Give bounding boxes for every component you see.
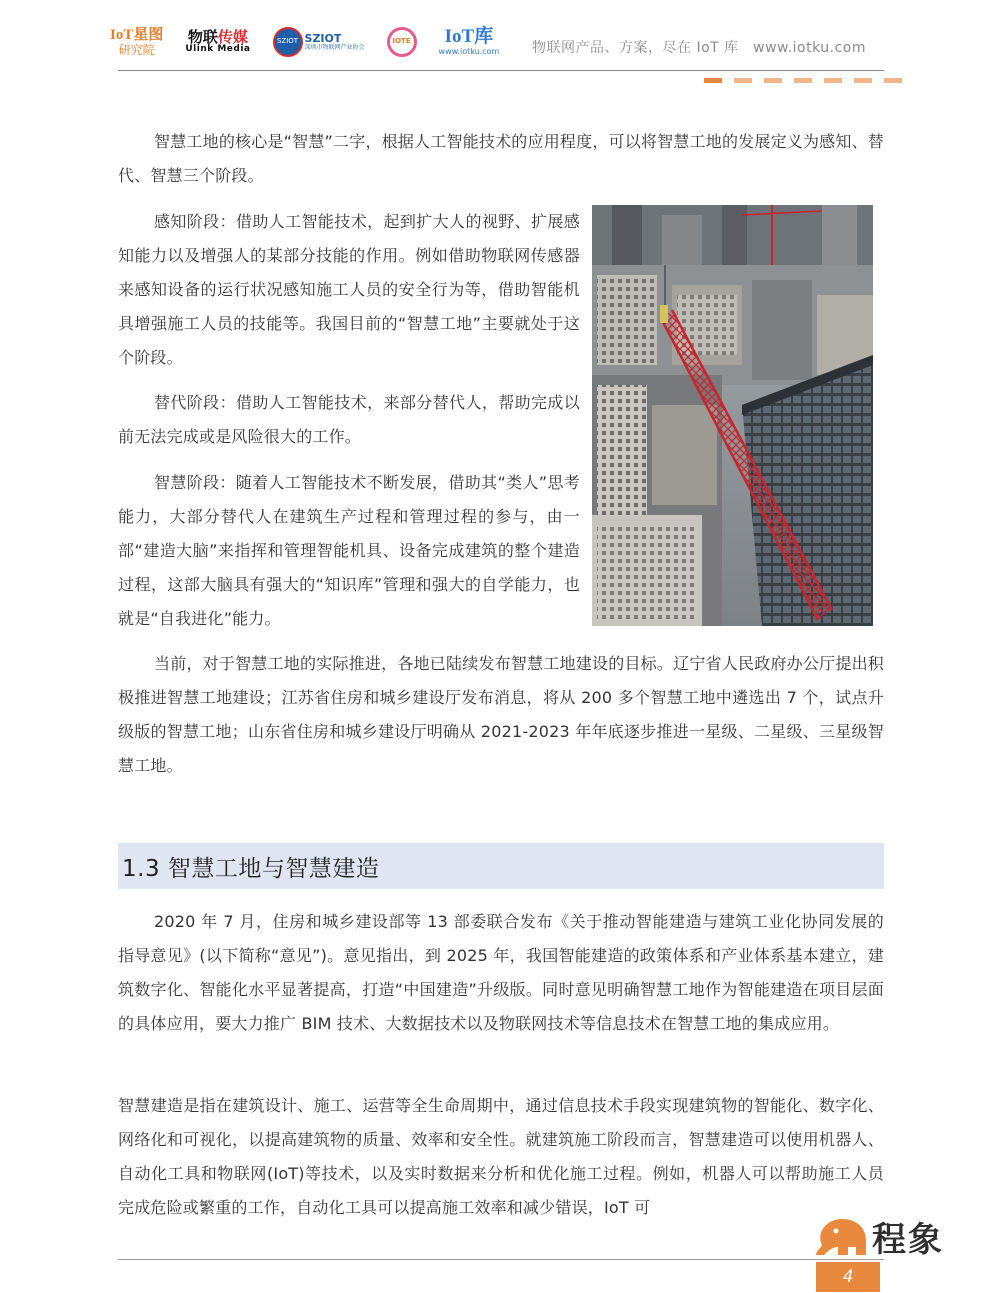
footer-divider [118, 1259, 884, 1260]
paragraph-definition: 智慧建造是指在建筑设计、施工、运营等全生命周期中，通过信息技术手段实现建筑物的智能化、数字化、网络化和可视化，以提高建筑物的质量、效率和安全性。就建筑施工阶段而言，智慧建造可以使用机器人、自动化工具和物联网(IoT)等技术，以及实时数据来分析和优化施工过程。例如，机器人可以帮助施工人员完成危险或繁重的工作，自动化工具可以提高施工效率和减少错误，IoT 可 [118, 1096, 884, 1217]
logo-ulink-media-name [188, 29, 248, 46]
header-divider [118, 70, 884, 71]
crane-cityscape-illustration [592, 205, 873, 626]
logo-iotku [439, 27, 500, 57]
dash-4 [794, 78, 812, 83]
logo-iote [387, 27, 417, 57]
logo-sziot-badge: SZIOT [273, 27, 303, 57]
chengxiang-watermark [812, 1212, 944, 1261]
dash-7 [884, 78, 902, 83]
logo-sziot-sub: 深圳市物联网产业协会 [304, 43, 365, 51]
logo-sziot-text [305, 33, 365, 52]
page-number: 4 [842, 1267, 854, 1287]
page-header [0, 0, 1000, 100]
logo-sziot [273, 27, 365, 57]
paragraph-intro: 智慧工地的核心是“智慧”二字，根据人工智能技术的应用程度，可以将智慧工地的发展定义为感知、替代、智慧三个阶段。 [118, 132, 884, 185]
logo-ulink-media-sub: Ulink Media [185, 44, 251, 55]
dash-2 [734, 78, 752, 83]
page-number-badge [816, 1262, 880, 1292]
dash-1 [704, 78, 722, 83]
logo-strip [110, 18, 499, 66]
logo-ulink-part2: 传媒 [217, 27, 248, 46]
header-slogan: 物联网产品、方案，尽在 IoT 库 www.iotku.com [532, 40, 867, 56]
logo-ulink-media [185, 29, 250, 55]
section-title: 1.3 智慧工地与智慧建造 [122, 855, 380, 882]
dash-6 [854, 78, 872, 83]
paragraph-stage-intelligence: 智慧阶段：随着人工智能技术不断发展，借助其“类人”思考能力，大部分替代人在建筑生产过程和管理过程的参与，由一部“建造大脑”来指挥和管理智能机具、设备完成建筑的整个建造过程，这部大脑具有强大的“知识库”管理和强大的自学能力，也就是“自我进化”能力。 [118, 473, 580, 628]
dash-3 [764, 78, 782, 83]
watermark-text: 程象 [872, 1220, 944, 1260]
elephant-icon [812, 1215, 868, 1259]
dash-5 [824, 78, 842, 83]
paragraph-stage-perception: 感知阶段：借助人工智能技术，起到扩大人的视野、扩展感知能力以及增强人的某部分技能的作用。例如借助物联网传感器来感知设备的运行状况感知施工人员的安全行为等，借助智能机具增强施工人员的技能等。我国目前的“智慧工地”主要就处于这个阶段。 [118, 212, 580, 367]
section-heading-1-3 [118, 843, 884, 889]
logo-iot-xingtu-name: IoT星图 [110, 27, 164, 44]
logo-iotku-name: IoT库 [444, 26, 494, 48]
construction-crane-photo [592, 205, 873, 626]
paragraph-progress: 当前，对于智慧工地的实际推进，各地已陆续发布智慧工地建设的目标。辽宁省人民政府办公厅提出积极推进智慧工地建设；江苏省住房和城乡建设厅发布消息，将从 200 多个智慧工地中遴选出 7 个，试点升级版的智慧工地；山东省住房和城乡建设厅明确从 2021-2023 年年底逐步推进一星级、二星级、三星级智慧工地。 [118, 654, 884, 775]
logo-iot-xingtu-sub: 研究院 [118, 42, 155, 57]
logo-sziot-name: SZIOT [304, 31, 342, 45]
header-decoration-dashes [704, 78, 902, 83]
logo-iotku-url: www.iotku.com [438, 47, 500, 57]
logo-iote-badge: IOTE [387, 27, 417, 57]
paragraph-stage-replacement: 替代阶段：借助人工智能技术，来部分替代人，帮助完成以前无法完成或是风险很大的工作。 [118, 393, 580, 446]
logo-iot-xingtu [110, 27, 163, 57]
logo-ulink-part1: 物联 [187, 27, 218, 46]
paragraph-policy: 2020 年 7 月，住房和城乡建设部等 13 部委联合发布《关于推动智能建造与建筑工业化协同发展的指导意见》(以下简称“意见”)。意见指出，到 2025 年，我国智能建造的政策体系和产业体系基本建立，建筑数字化、智能化水平显著提高，打造“中国建造”升级版。同时意见明确智慧工地作为智能建造在项目层面的具体应用，要大力推广 BIM 技术、大数据技术以及物联网技术等信息技术在智慧工地的集成应用。 [118, 912, 884, 1033]
